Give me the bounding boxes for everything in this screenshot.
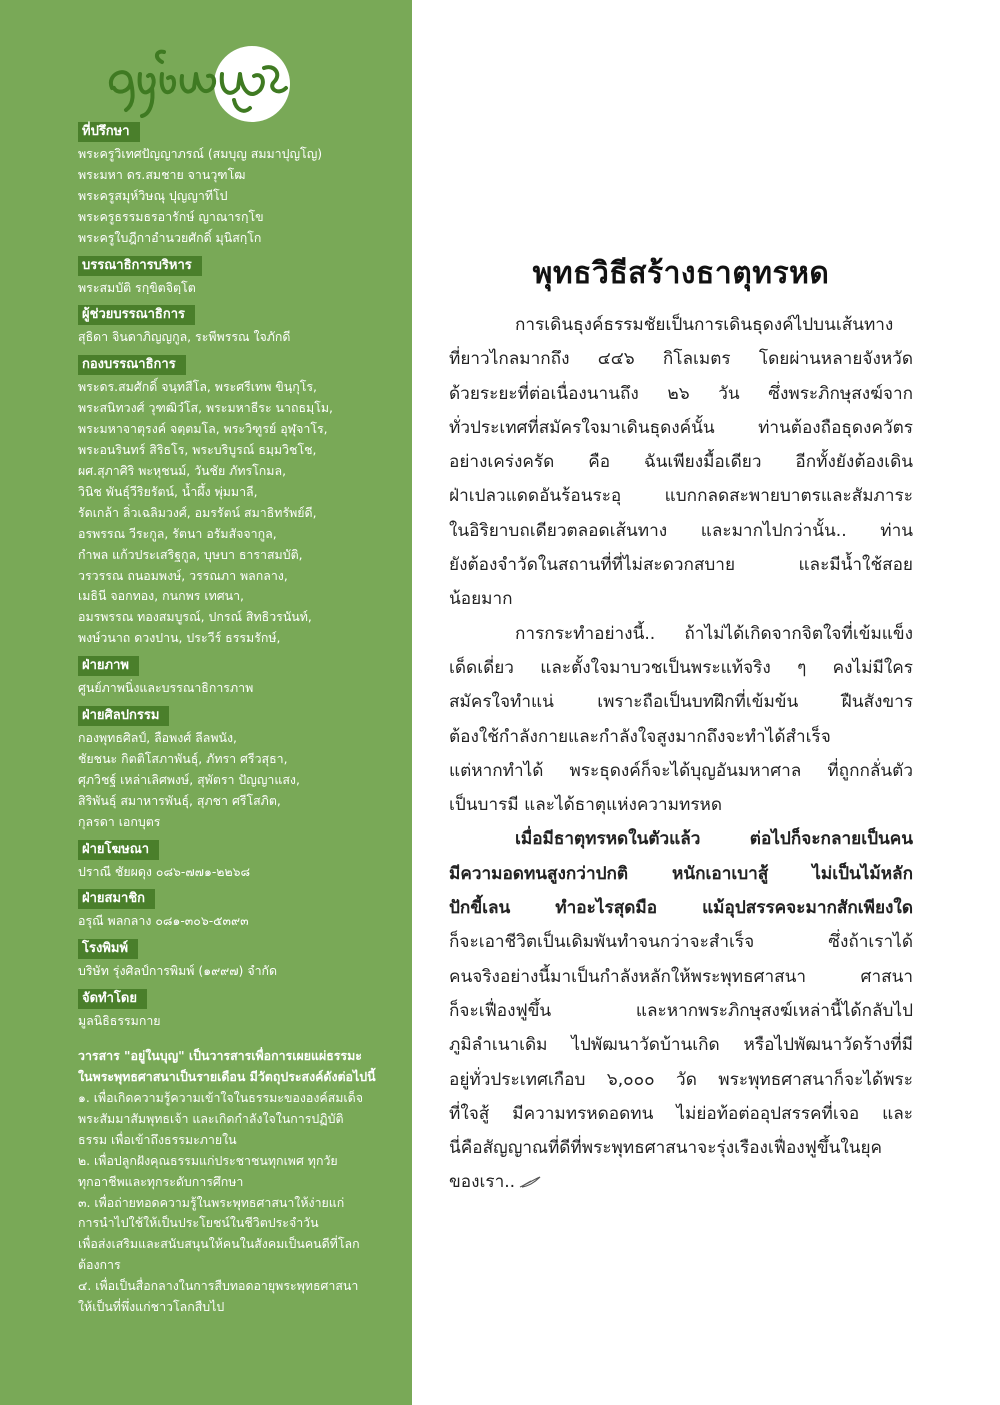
article-line: คนจริงอย่างนี้มาเป็นกำลังหลักให้พระพุทธศาสนา ศาสนา <box>449 966 913 987</box>
staff-line: พระอนรินทร์ สิริธโร, พระบริบูรณ์ ธมฺมวิชโช, <box>78 442 317 458</box>
staff-line: กองพุทธศิลป์, ลือพงศ์ ลีลพนัง, <box>78 730 237 746</box>
section-heading: ฝ่ายสมาชิก <box>78 889 155 909</box>
magazine-purpose <box>78 1046 388 1318</box>
staff-line: กำพล แก้วประเสริฐกูล, บุษบา ธาราสมบัติ, <box>78 546 303 562</box>
article-line: ยังต้องจำวัดในสถานที่ที่ไม่สะดวกสบาย และมีน้ำใช้สอย <box>449 555 913 576</box>
section-assistant-editor <box>78 303 388 348</box>
section-heading: ฝ่ายภาพ <box>78 656 139 676</box>
staff-line: วินิช พันธุ์วีริยรัตน์, น้ำผึ้ง พุ่มมาลี, <box>78 483 258 499</box>
staff-line: พระสมบัติ รกฺขิตจิตฺโต <box>78 279 196 295</box>
quill-end-icon <box>519 1176 541 1188</box>
purpose-line: ต้องการ <box>78 1257 121 1273</box>
magazine-logo-graphic <box>104 44 294 124</box>
section-heading: กองบรรณาธิการ <box>78 355 186 375</box>
section-heading: ที่ปรึกษา <box>78 122 140 142</box>
staff-line: ศุภวิชฐ์ เหล่าเลิศพงษ์, สุพัตรา ปัญญาแสง, <box>78 771 300 787</box>
article-line: อยู่ทั่วประเทศเกือบ ๖,๐๐๐ วัด พระพุทธศาสนาก็จะได้พระ <box>449 1069 913 1090</box>
purpose-title: วารสาร "อยู่ในบุญ" เป็นวารสารเพื่อการเผยแผ่ธรรมะ <box>78 1048 362 1064</box>
article-line: มีความอดทนสูงกว่าปกติ หนักเอาเบาสู้ ไม่เป็นไม้หลัก <box>449 863 913 884</box>
article-line: ภูมิลำเนาเดิม ไปพัฒนาวัดบ้านเกิด หรือไปพัฒนาวัดร้างที่มี <box>449 1035 913 1056</box>
staff-line: ผศ.สุภาศิริ พะหุชนม์, วันชัย ภัทรโกมล, <box>78 462 287 478</box>
staff-line: กุลรดา เอกบุตร <box>78 813 161 829</box>
section-heading: จัดทำโดย <box>78 989 147 1009</box>
article-line: ด้วยระยะที่ต่อเนื่องนานถึง ๒๖ วัน ซึ่งพระภิกษุสงฆ์จาก <box>449 383 913 404</box>
staff-line: พระครูสมุห์วิษณุ ปุญญาทีโป <box>78 187 228 203</box>
section-art <box>78 704 388 833</box>
staff-line: อรุณี พลกลาง ๐๘๑-๓๐๖-๕๓๙๓ <box>78 913 249 929</box>
staff-line: พระสนิทวงศ์ วุฑฒิวํโส, พระมหาธีระ นาถธมฺโม, <box>78 400 333 416</box>
section-editorial-board <box>78 353 388 649</box>
magazine-logo <box>104 44 294 124</box>
purpose-line: ธรรม เพื่อเข้าถึงธรรมะภายใน <box>78 1131 237 1147</box>
article-line: ที่ยาวไกลมากถึง ๔๔๖ กิโลเมตร โดยผ่านหลายจังหวัด <box>449 349 913 370</box>
article-body <box>449 308 913 1200</box>
article-line: ของเรา.. <box>449 1165 913 1199</box>
article-line: อย่างเคร่งครัด คือ ฉันเพียงมื้อเดียว อีกทั้งยังต้องเดิน <box>449 452 913 473</box>
section-heading: โรงพิมพ์ <box>78 939 138 959</box>
masthead <box>78 120 388 1318</box>
staff-line: พระดร.สมศักดิ์ จนฺทสีโล, พระศรีเทพ ขินฺกุโร, <box>78 379 317 395</box>
section-publisher <box>78 987 388 1032</box>
article-line: ทั่วประเทศที่สมัครใจมาเดินธุดงค์นั้น ท่านต้องถือธุดงควัตร <box>449 417 913 438</box>
section-membership <box>78 887 388 932</box>
article-line: ก็จะเอาชีวิตเป็นเดิมพันทำจนกว่าจะสำเร็จ ซึ่งถ้าเราได้ <box>449 932 913 953</box>
section-heading: ฝ่ายโฆษณา <box>78 840 159 860</box>
purpose-line: เพื่อส่งเสริมและสนับสนุนให้คนในสังคมเป็นคนดีที่โลก <box>78 1236 360 1252</box>
article-title: พุทธวิธีสร้างธาตุทรหด <box>532 256 830 291</box>
staff-line: ศูนย์ภาพนิ่งและบรรณาธิการภาพ <box>78 680 254 696</box>
article-line: เด็ดเดี่ยว และตั้งใจมาบวชเป็นพระแท้จริง ๆ คงไม่มีใคร <box>449 657 913 678</box>
staff-line: อรพรรณ วีระกูล, รัตนา อรัมสัจจากูล, <box>78 525 277 541</box>
article-line: ที่ใจสู้ มีความทรหดอดทน ไม่ย่อท้อต่ออุปสรรคที่เจอ และ <box>449 1103 913 1124</box>
staff-line: พระมหาจาตุรงค์ จตฺตมโล, พระวิฑูรย์ อุฬุจาโร, <box>78 421 328 437</box>
staff-line: พระครูใบฎีกาอำนวยศักดิ์ มุนิสกฺโก <box>78 229 262 245</box>
staff-line: อมรพรรณ ทองสมบูรณ์, ปกรณ์ สิทธิวรนันท์, <box>78 609 312 625</box>
article-line: ต้องใช้กำลังกายและกำลังใจสูงมากถึงจะทำได้สำเร็จ <box>449 726 831 747</box>
article-line: การกระทำอย่างนี้.. ถ้าไม่ได้เกิดจากจิตใจที่เข้มแข็ง <box>515 623 913 644</box>
staff-line: พระครูวิเทศปัญญาภรณ์ (สมบุญ สมมาปุญโญ) <box>78 146 323 161</box>
purpose-line: ๒. เพื่อปลูกฝังคุณธรรมแก่ประชาชนทุกเพศ ทุกวัย <box>78 1152 338 1168</box>
purpose-line: พระสัมมาสัมพุทธเจ้า และเกิดกำลังใจในการปฏิบัติ <box>78 1110 344 1126</box>
purpose-line: ๓. เพื่อถ่ายทอดความรู้ในพระพุทธศาสนาให้ง่ายแก่ <box>78 1194 345 1210</box>
article-line: นี่คือสัญญาณที่ดีที่พระพุทธศาสนาจะรุ่งเรืองเฟื่องฟูขึ้นในยุค <box>449 1138 883 1159</box>
staff-line: วรวรรณ ถนอมพงษ์, วรรณภา พลกลาง, <box>78 567 288 583</box>
staff-line: เมธินี จอกทอง, กนกพร เทศนา, <box>78 588 244 604</box>
article-line: เป็นบารมี และได้ธาตุแห่งความทรหด <box>449 795 723 816</box>
purpose-line: ให้เป็นที่พึ่งแก่ชาวโลกสืบไป <box>78 1299 225 1315</box>
staff-line: มูลนิธิธรรมกาย <box>78 1013 161 1029</box>
purpose-title: ในพระพุทธศาสนาเป็นรายเดือน มีวัตถุประสงค์ดังต่อไปนี้ <box>78 1069 376 1085</box>
staff-line: ชัยชนะ กิตติโสภาพันธุ์, ภัทรา ศรีวสุธา, <box>78 750 288 766</box>
section-advertising <box>78 838 388 883</box>
staff-line: สุธิดา จินดาภิญญกูล, ระพีพรรณ ใจภักดี <box>78 329 291 345</box>
section-heading: ฝ่ายศิลปกรรม <box>78 706 169 726</box>
section-advisors <box>78 120 388 249</box>
article-line: ในอิริยาบถเดียวตลอดเส้นทาง และมากไปกว่านั้น.. ท่าน <box>449 520 913 541</box>
article-line: เมื่อมีธาตุทรหดในตัวแล้ว ต่อไปก็จะกลายเป็นคน <box>515 829 913 850</box>
article-line: สมัครใจทำแน่ เพราะถือเป็นบทฝึกที่เข้มข้น ฝืนสังขาร <box>449 692 913 713</box>
section-executive-editor <box>78 254 388 299</box>
staff-line: พระมหา ดร.สมชาย จานวุฑโฒ <box>78 166 246 182</box>
sidebar-panel <box>0 0 412 1405</box>
article-line: น้อยมาก <box>449 589 513 610</box>
purpose-line: การนำไปใช้ให้เป็นประโยชน์ในชีวิตประจำวัน <box>78 1215 319 1231</box>
purpose-line: ทุกอาชีพและทุกระดับการศึกษา <box>78 1173 244 1189</box>
purpose-line: ๔. เพื่อเป็นสื่อกลางในการสืบทอดอายุพระพุทธศาสนา <box>78 1278 359 1294</box>
staff-line: พระครูธรรมธรอารักษ์ ญาณารกฺโข <box>78 208 264 224</box>
section-photo <box>78 654 388 699</box>
purpose-line: ๑. เพื่อเกิดความรู้ความเข้าใจในธรรมะขององค์สมเด็จ <box>78 1090 363 1105</box>
article-line: ก็จะเฟื่องฟูขึ้น และหากพระภิกษุสงฆ์เหล่านี้ได้กลับไป <box>449 1000 913 1021</box>
article-line: ปักขี้เลน ทำอะไรสุดมือ แม้อุปสรรคจะมากสักเพียงใด <box>449 898 913 919</box>
section-printer <box>78 937 388 982</box>
article-line: การเดินธุงค์ธรรมชัยเป็นการเดินธุดงค์ไปบนเส้นทาง <box>515 315 894 335</box>
staff-line: รัดเกล้า ลิ่วเฉลิมวงศ์, อมรรัตน์ สมาธิทรัพย์ดี, <box>78 504 317 520</box>
article-line: ฝ่าเปลวแดดอันร้อนระอุ แบกกลดสะพายบาตรและสัมภาระ <box>449 486 913 507</box>
staff-line: บริษัท รุ่งศิลป์การพิมพ์ (๑๙๙๗) จำกัด <box>78 963 278 979</box>
section-heading: บรรณาธิการบริหาร <box>78 256 202 276</box>
section-heading: ผู้ช่วยบรรณาธิการ <box>78 305 195 325</box>
staff-line: สิริพันธุ์ สมาหารพันธุ์, สุภชา ศรีโสภิต, <box>78 792 281 808</box>
staff-line: พงษ์วนาถ ดวงปาน, ประวีร์ ธรรมรักษ์, <box>78 630 281 646</box>
staff-line: ปราณี ชัยผดุง ๐๘๖-๗๗๑-๒๒๖๘ <box>78 863 251 879</box>
article-line: แต่หากทำได้ พระธุดงค์ก็จะได้บุญอันมหาศาล ที่ถูกกลั่นตัว <box>449 760 913 781</box>
